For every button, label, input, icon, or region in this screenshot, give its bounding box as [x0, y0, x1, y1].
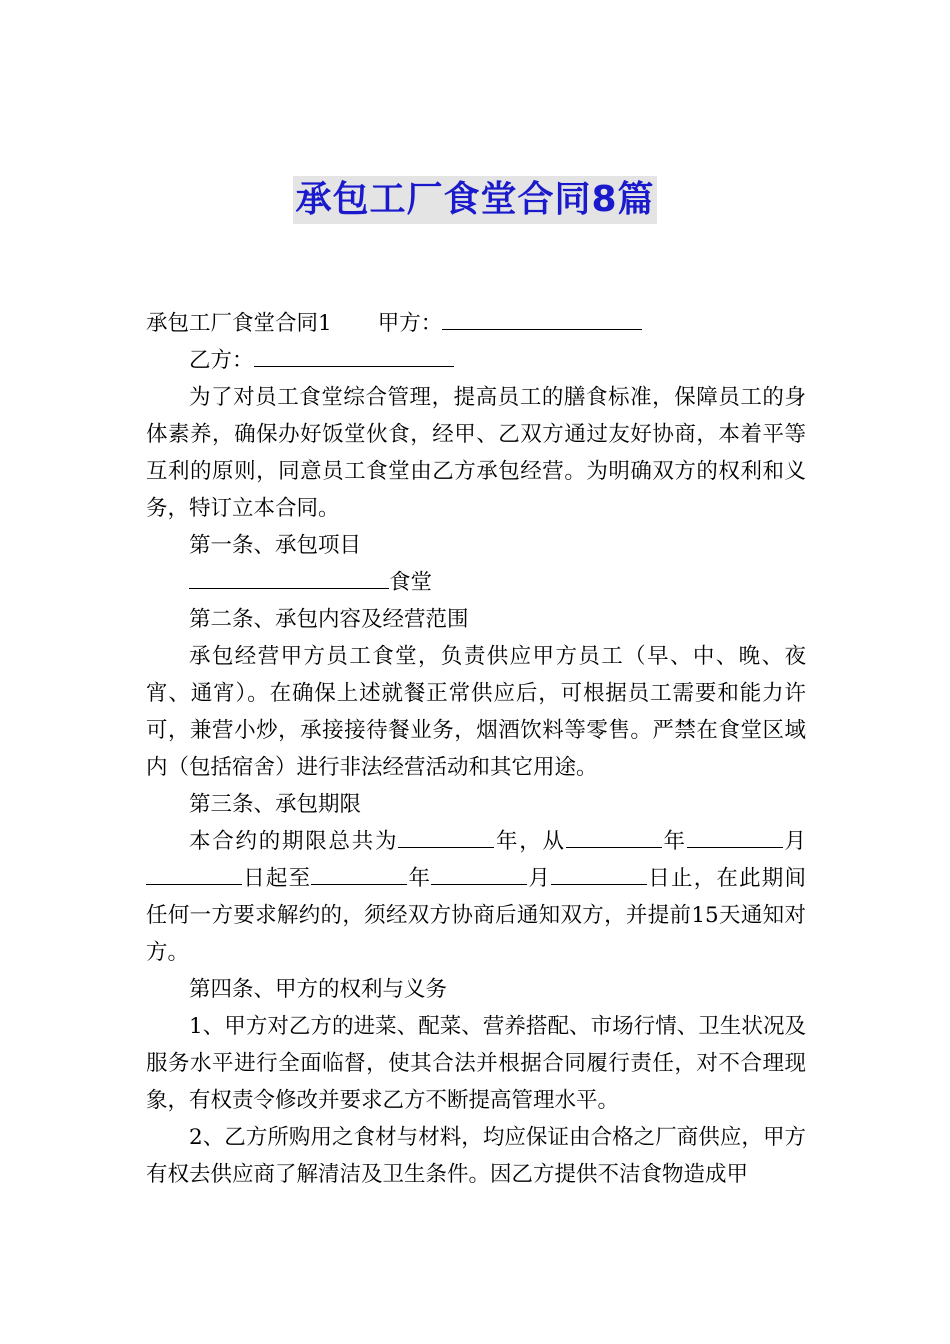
article3-title: 第三条、承包期限: [189, 792, 362, 817]
term-text-8: 日止，在此期间任何一方要求解约的，须经双方协商后通知双方，并提前15天通知对方。: [146, 866, 806, 965]
party-a-blank: [442, 305, 642, 330]
article1-suffix: 食堂: [389, 570, 433, 595]
start-year-blank: [566, 823, 662, 848]
term-text-5: 日起至: [242, 866, 312, 891]
term-years-blank: [398, 823, 494, 848]
term-text-2: 年，从: [494, 829, 566, 854]
term-text-4: 月: [782, 829, 806, 854]
article4-item2: 2、乙方所购用之食材与材料，均应保证由合格之厂商供应，甲方有权去供应商了解清洁及卫生条件。因乙方提供不洁食物造成甲: [146, 1125, 806, 1187]
party-b-line: [146, 342, 806, 379]
term-text-3: 年: [661, 829, 687, 854]
contract-header-line: [146, 305, 806, 342]
article1-title: 第一条、承包项目: [189, 533, 362, 558]
title-area: [0, 176, 950, 224]
end-year-blank: [311, 860, 407, 885]
party-b-label: 乙方：: [189, 348, 254, 373]
party-b-blank: [254, 342, 454, 367]
contract-heading-label: 承包工厂食堂合同1: [146, 311, 332, 336]
end-month-blank: [431, 860, 527, 885]
article2-title: 第二条、承包内容及经营范围: [189, 607, 469, 632]
start-month-blank: [687, 823, 783, 848]
article1-line: [146, 564, 806, 601]
canteen-name-blank: [189, 564, 389, 589]
start-day-blank: [146, 860, 242, 885]
document-body: [146, 305, 806, 1193]
intro-paragraph: 为了对员工食堂综合管理，提高员工的膳食标准，保障员工的身体素养，确保办好饭堂伙食，经甲、乙双方通过友好协商，本着平等互利的原则，同意员工食堂由乙方承包经营。为明确双方的权利和义务，特订立本合同。: [146, 385, 806, 521]
article4-title: 第四条、甲方的权利与义务: [189, 977, 448, 1002]
article4-item1: 1、甲方对乙方的进菜、配菜、营养搭配、市场行情、卫生状况及服务水平进行全面临督，使其合法并根据合同履行责任，对不合理现象，有权责令修改并要求乙方不断提高管理水平。: [146, 1014, 806, 1113]
article2-paragraph: 承包经营甲方员工食堂，负责供应甲方员工（早、中、晚、夜宵、通宵）。在确保上述就餐正常供应后，可根据员工需要和能力许可，兼营小炒，承接接待餐业务，烟酒饮料等零售。严禁在食堂区域内（包括宿舍）进行非法经营活动和其它用途。: [146, 644, 806, 780]
document-title: 承包工厂食堂合同8篇: [293, 176, 656, 224]
article3-paragraph: [146, 823, 806, 971]
term-text-1: 本合约的期限总共为: [189, 829, 399, 854]
term-text-6: 年: [407, 866, 432, 891]
term-text-7: 月: [527, 866, 552, 891]
party-a-label: 甲方：: [377, 311, 443, 336]
end-day-blank: [551, 860, 647, 885]
